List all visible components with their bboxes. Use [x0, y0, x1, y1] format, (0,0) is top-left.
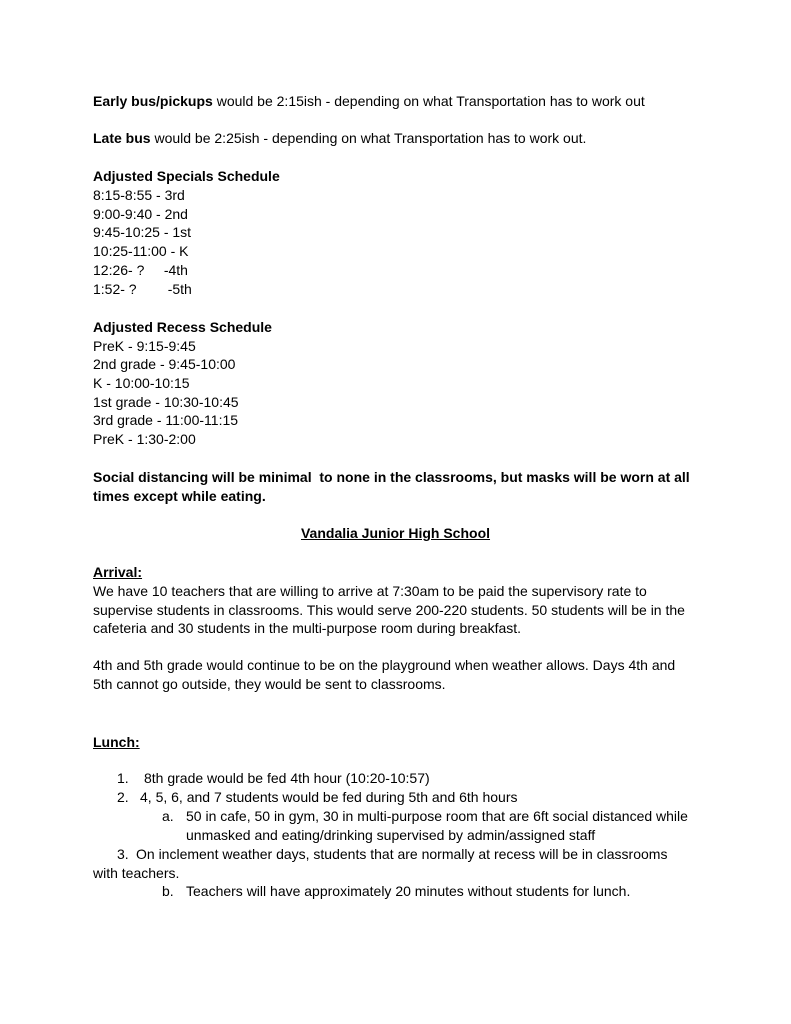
late-bus-text: would be 2:25ish - depending on what Transportation has to work out. [150, 130, 587, 146]
early-bus-label: Early bus/pickups [93, 93, 213, 109]
late-bus-line [93, 129, 586, 148]
arrival-heading: Arrival: [93, 564, 143, 580]
early-bus-text: would be 2:15ish - depending on what Transportation has to work out [212, 93, 645, 109]
lunch-item-number: 1. [117, 770, 129, 786]
specials-item: 9:45-10:25 - 1st [93, 224, 192, 240]
recess-item: PreK - 1:30-2:00 [93, 431, 196, 447]
recess-item: K - 10:00-10:15 [93, 375, 190, 391]
early-bus-line [93, 92, 645, 111]
lunch-subitem-letter: b. [162, 883, 174, 899]
lunch-item: On inclement weather days, students that are normally at recess will be in classrooms [136, 846, 668, 862]
lunch-heading: Lunch: [93, 734, 140, 750]
specials-item: 8:15-8:55 - 3rd [93, 187, 185, 203]
lunch-item: 4, 5, 6, and 7 students would be fed during 5th and 6th hours [140, 789, 518, 805]
recess-item: 2nd grade - 9:45-10:00 [93, 356, 236, 372]
lunch-subitem-letter: a. [162, 808, 174, 824]
lunch-subitem: Teachers will have approximately 20 minutes without students for lunch. [186, 883, 631, 899]
lunch-subitem: 50 in cafe, 50 in gym, 30 in multi-purpose room that are 6ft social distanced while [186, 808, 688, 824]
recess-item: PreK - 9:15-9:45 [93, 338, 196, 354]
specials-item: 1:52- ? -5th [93, 281, 192, 297]
arrival-paragraph-2: 4th and 5th grade would continue to be on the playground when weather allows. Days 4th and 5th cannot go outside, they would be sent to classrooms. [93, 657, 676, 692]
distancing-note: Social distancing will be minimal to none in the classrooms, but masks will be worn at all times except while eating. [93, 469, 694, 504]
specials-title: Adjusted Specials Schedule [93, 168, 280, 184]
specials-item: 12:26- ? -4th [93, 262, 188, 278]
lunch-item-number: 3. [117, 846, 129, 862]
lunch-subitem-continued: unmasked and eating/drinking supervised by admin/assigned staff [186, 827, 596, 843]
recess-item: 3rd grade - 11:00-11:15 [93, 412, 239, 428]
arrival-paragraph-1: We have 10 teachers that are willing to arrive at 7:30am to be paid the supervisory rate to supervise students in classrooms. This would serve 200-220 students. 50 students will be in the cafeteria and 30 students in the multi-purpose room during breakfast. [93, 583, 685, 637]
specials-item: 10:25-11:00 - K [93, 243, 189, 259]
lunch-item: 8th grade would be fed 4th hour (10:20-10:57) [144, 770, 430, 786]
school-title: Vandalia Junior High School [300, 525, 491, 541]
late-bus-label: Late bus [93, 130, 151, 146]
recess-title: Adjusted Recess Schedule [93, 319, 272, 335]
lunch-item-number: 2. [117, 789, 129, 805]
specials-item: 9:00-9:40 - 2nd [93, 206, 188, 222]
lunch-item-continued: with teachers. [93, 865, 180, 881]
recess-item: 1st grade - 10:30-10:45 [93, 394, 239, 410]
